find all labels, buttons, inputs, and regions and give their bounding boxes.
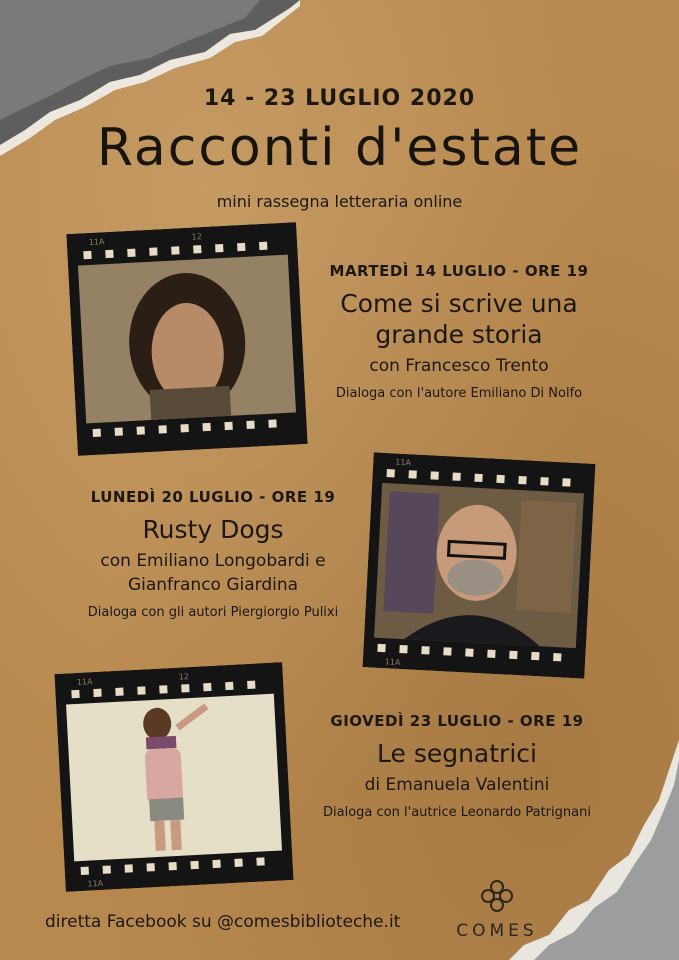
event-author-line: con Emiliano Longobardi e (100, 551, 326, 571)
event-2 (58, 488, 368, 620)
event-dialog: Dialoga con l'autrice Leonardo Patrignani (323, 805, 591, 820)
event-1 (300, 262, 618, 401)
event-title-line: grande storia (375, 320, 543, 349)
event-date: GIOVEDÌ 23 LUGLIO - ORE 19 (330, 712, 584, 730)
film-frame-label: 12 (178, 672, 190, 682)
event-author: con Francesco Trento (369, 356, 549, 376)
clover-logo-icon (479, 878, 515, 914)
event-author-line: Gianfranco Giardina (127, 575, 299, 595)
film-code-label: 11A (76, 677, 93, 687)
event-dialog: Dialoga con l'autore Emiliano Di Nolfo (335, 386, 583, 401)
page-title: Racconti d'estate (96, 118, 583, 178)
event-author: di Emanuela Valentini (364, 775, 550, 795)
photo-frame-emiliano-longobardi (368, 458, 590, 673)
event-dates: 14 - 23 LUGLIO 2020 (203, 86, 476, 111)
event-date: LUNEDÌ 20 LUGLIO - ORE 19 (90, 488, 336, 506)
film-code-label: 11A (88, 237, 105, 248)
facebook-live-info: diretta Facebook su @comesbiblioteche.it (45, 912, 401, 932)
film-frame-label: 12 (191, 232, 203, 242)
event-title-line: Come si scrive una (340, 289, 578, 318)
event-3 (292, 712, 622, 820)
event-title: Le segnatrici (377, 739, 537, 768)
photo-frame-emanuela-valentini (60, 668, 288, 889)
film-code-label: 11A (395, 457, 412, 468)
event-title (300, 288, 618, 350)
event-date: MARTEDÌ 14 LUGLIO - ORE 19 (329, 262, 589, 280)
film-code-label: 11A (87, 878, 104, 889)
film-code-label: 11A (384, 657, 401, 668)
event-title: Rusty Dogs (142, 515, 284, 544)
event-dialog: Dialoga con gli autori Piergiorgio Pulixi (87, 605, 339, 620)
comes-logo (452, 878, 542, 941)
event-author (58, 549, 368, 597)
logo-text: COMES (456, 921, 538, 941)
photo-frame-francesco-trento (72, 228, 302, 450)
page-subtitle: mini rassegna letteraria online (216, 192, 463, 211)
